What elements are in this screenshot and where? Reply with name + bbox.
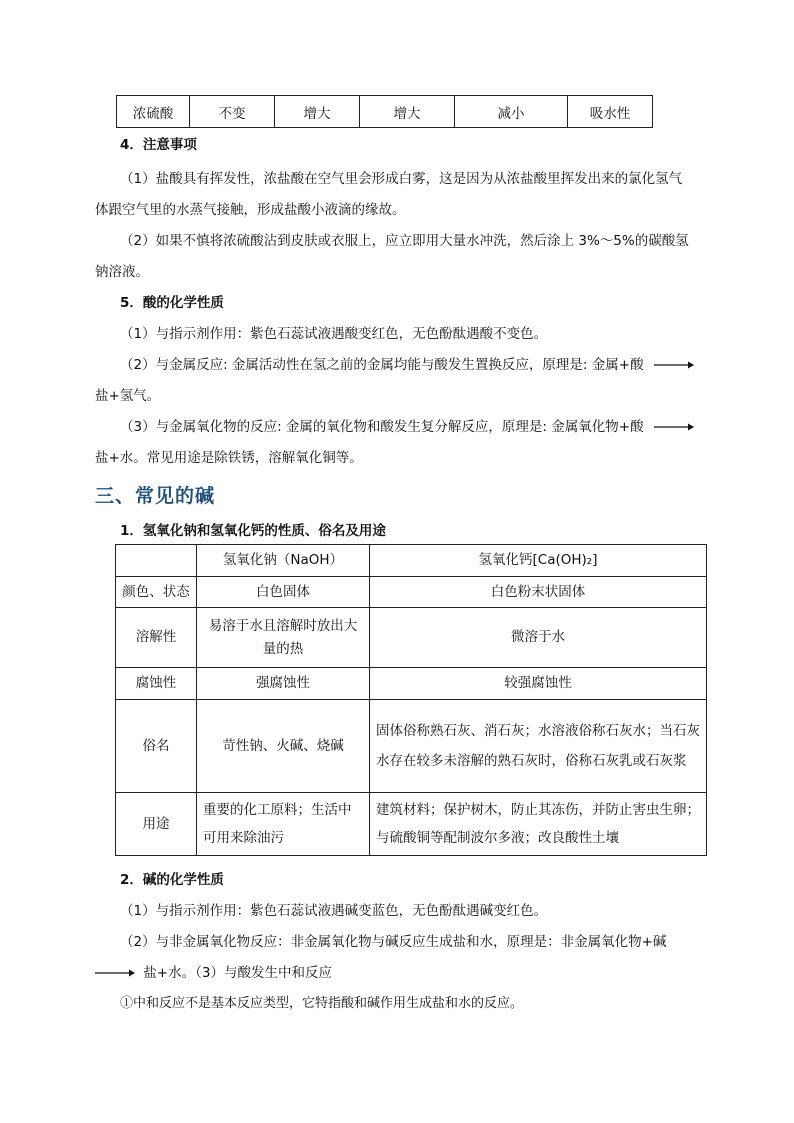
naoh-cell: 苛性钠、火碱、烧碱 — [197, 700, 370, 793]
section-title-common-bases: 三、常见的碱 — [95, 485, 216, 507]
table-cell: 浓硫酸 — [117, 96, 190, 128]
row-label: 俗名 — [116, 700, 197, 793]
table-header-row — [116, 545, 707, 577]
base-comparison-table — [115, 544, 707, 856]
note: ①中和反应不是基本反应类型，它特指酸和碱作用生成盐和水的反应。 — [120, 996, 524, 1011]
table-cell: 增大 — [275, 96, 360, 128]
right-arrow-icon — [654, 423, 694, 431]
naoh-cell: 易溶于水且溶解时放出大量的热 — [197, 608, 370, 668]
table-row — [116, 668, 707, 700]
naoh-cell: 强腐蚀性 — [197, 668, 370, 700]
table-cell: 吸水性 — [568, 96, 653, 128]
paragraph-text: （3）与金属氧化物的反应: 金属的氧化物和酸发生复分解反应，原理是: 金属氧化物+酸 — [120, 419, 644, 435]
caoh-cell: 较强腐蚀性 — [370, 668, 707, 700]
table-row — [117, 96, 653, 128]
naoh-cell: 白色固体 — [197, 577, 370, 608]
table-row — [116, 608, 707, 668]
table-header-cell: 氢氧化钙[Ca(OH)₂] — [370, 545, 707, 577]
table-row — [116, 793, 707, 856]
paragraph: （2）如果不慎将浓硫酸沾到皮肤或衣服上，应立即用大量水冲洗，然后涂上 3%～5%的碳酸氢 — [120, 233, 689, 249]
paragraph: （2）与非金属氧化物反应：非金属氧化物与碱反应生成盐和水，原理是：非金属氧化物+碱 — [120, 934, 667, 950]
table-header-cell: 氢氧化钠（NaOH） — [197, 545, 370, 577]
table-cell: 不变 — [190, 96, 275, 128]
right-arrow-icon — [654, 361, 694, 369]
paragraph: （1）与指示剂作用：紫色石蕊试液遇酸变红色，无色酚酞遇酸不变色。 — [120, 326, 548, 342]
caoh-cell: 建筑材料；保护树木，防止其冻伤，并防止害虫生卵；与硫酸铜等配制波尔多液；改良酸性土壤 — [370, 793, 707, 856]
paragraph: （1）与指示剂作用：紫色石蕊试液遇碱变蓝色，无色酚酞遇碱变红色。 — [120, 903, 548, 919]
table-header-cell — [116, 545, 197, 577]
paragraph: （1）盐酸具有挥发性，浓盐酸在空气里会形成白雾，这是因为从浓盐酸里挥发出来的氯化氢气 — [120, 171, 683, 187]
paragraph — [120, 353, 694, 373]
paragraph — [120, 415, 694, 435]
table-cell: 减小 — [455, 96, 568, 128]
paragraph: 钠溶液。 — [95, 264, 149, 280]
heading-acid-chemical-properties: 5．酸的化学性质 — [120, 295, 224, 311]
paragraph-text: 盐+水。（3）与酸发生中和反应 — [143, 965, 332, 981]
paragraph: 盐+氢气。 — [95, 388, 161, 404]
table-row — [116, 700, 707, 793]
row-label: 用途 — [116, 793, 197, 856]
right-arrow-icon — [95, 969, 135, 977]
row-label: 颜色、状态 — [116, 577, 197, 608]
heading-base-chemical-properties: 2．碱的化学性质 — [120, 872, 224, 888]
table-cell: 增大 — [360, 96, 455, 128]
row-label: 溶解性 — [116, 608, 197, 668]
naoh-cell: 重要的化工原料；生活中可用来除油污 — [197, 793, 370, 856]
caoh-cell: 白色粉末状固体 — [370, 577, 707, 608]
table-row — [116, 577, 707, 608]
paragraph: 盐+水。常见用途是除铁锈，溶解氧化铜等。 — [95, 450, 363, 466]
paragraph: 体跟空气里的水蒸气接触，形成盐酸小液滴的缘故。 — [95, 202, 406, 218]
paragraph-text: （2）与金属反应: 金属活动性在氢之前的金属均能与酸发生置换反应，原理是: 金属+酸 — [120, 357, 644, 373]
caoh-cell: 微溶于水 — [370, 608, 707, 668]
paragraph — [95, 961, 332, 981]
row-label: 腐蚀性 — [116, 668, 197, 700]
heading-precautions: 4．注意事项 — [120, 137, 197, 153]
acid-property-table — [116, 95, 653, 128]
heading-naoh-caoh: 1．氢氧化钠和氢氧化钙的性质、俗名及用途 — [120, 523, 386, 539]
caoh-cell: 固体俗称熟石灰、消石灰；水溶液俗称石灰水；当石灰水存在较多未溶解的熟石灰时，俗称石灰乳或石灰浆 — [370, 700, 707, 793]
